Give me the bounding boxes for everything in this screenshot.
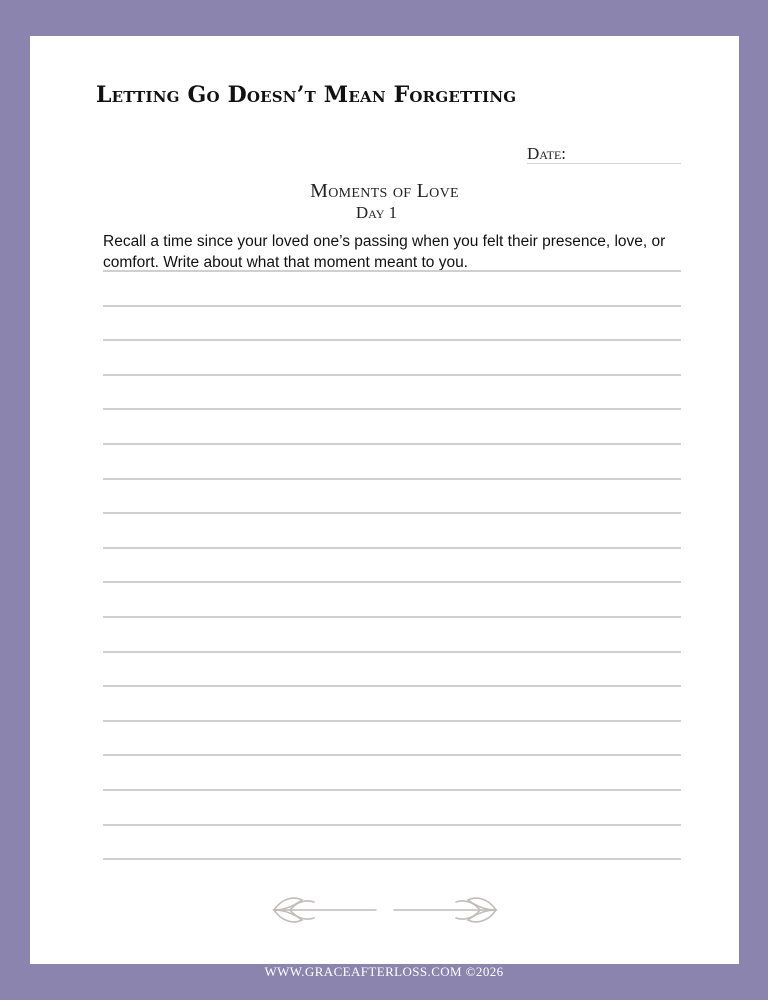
writing-line[interactable] [103, 789, 681, 791]
writing-line[interactable] [103, 547, 681, 549]
writing-line[interactable] [103, 512, 681, 514]
writing-line[interactable] [103, 824, 681, 826]
writing-line[interactable] [103, 754, 681, 756]
worksheet-page [30, 36, 739, 964]
writing-line[interactable] [103, 270, 681, 272]
writing-line[interactable] [103, 374, 681, 376]
writing-line[interactable] [103, 720, 681, 722]
leaf-divider-icon [270, 888, 500, 932]
date-label: Date: [527, 144, 566, 163]
writing-line[interactable] [103, 616, 681, 618]
writing-line[interactable] [103, 581, 681, 583]
writing-area[interactable] [103, 36, 681, 964]
writing-line[interactable] [103, 408, 681, 410]
journal-prompt: Recall a time since your loved one’s passing when you felt their presence, love, or comfort. Write about what that moment meant to you. [103, 233, 666, 271]
writing-line[interactable] [103, 339, 681, 341]
page-title: Letting Go Doesn’t Mean Forgetting [96, 82, 517, 108]
writing-line[interactable] [103, 651, 681, 653]
section-title: Moments of Love [310, 180, 459, 202]
writing-line[interactable] [103, 858, 681, 860]
day-label: Day 1 [355, 203, 398, 222]
writing-line[interactable] [103, 305, 681, 307]
writing-line[interactable] [103, 478, 681, 480]
writing-line[interactable] [103, 685, 681, 687]
writing-line[interactable] [103, 443, 681, 445]
footer-credit: WWW.GRACEAFTERLOSS.COM ©2026 [264, 964, 504, 979]
